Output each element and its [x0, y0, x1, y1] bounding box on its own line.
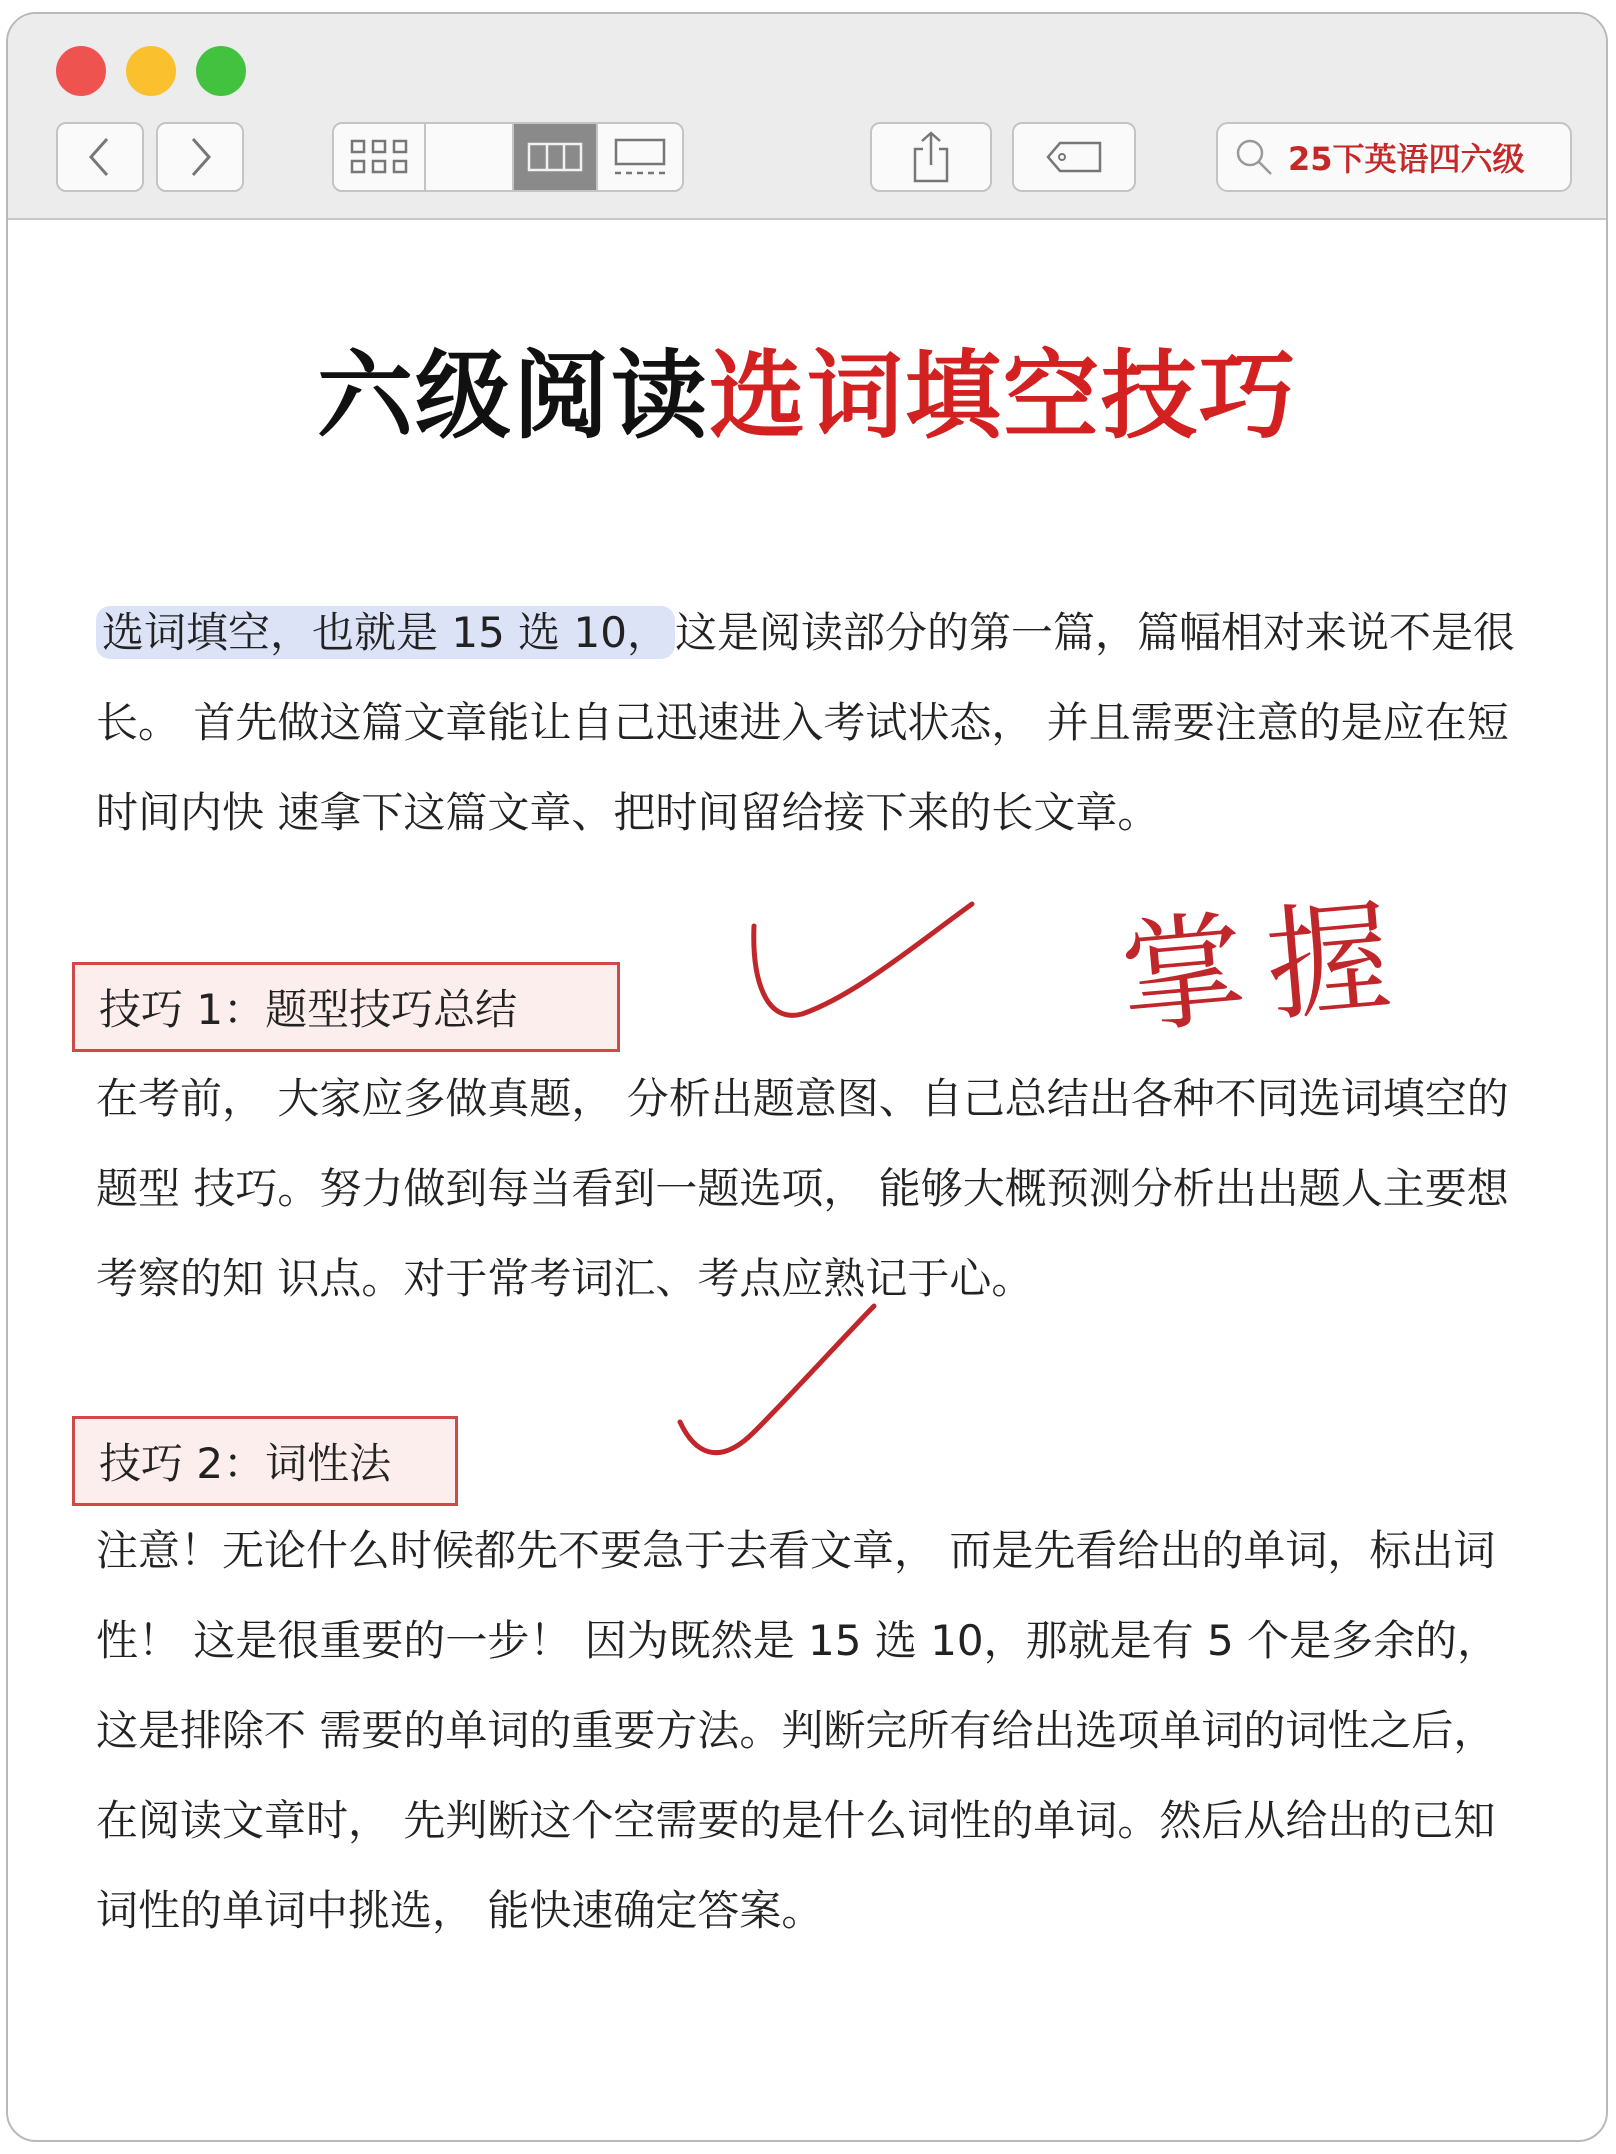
search-field[interactable]	[1216, 122, 1572, 192]
list-view-button[interactable]	[424, 124, 512, 190]
forward-button[interactable]	[156, 122, 244, 192]
gallery-view-icon	[611, 137, 669, 177]
back-button[interactable]	[56, 122, 144, 192]
column-view-button[interactable]	[512, 124, 596, 190]
browser-window	[6, 12, 1608, 2142]
grid-view-button[interactable]	[334, 124, 424, 190]
grid-view-icon	[350, 138, 408, 176]
gallery-view-button[interactable]	[596, 124, 682, 190]
highlighted-phrase: 选词填空，也就是 15 选 10，	[96, 606, 675, 659]
back-chevron-icon	[85, 135, 115, 179]
minimize-window-button[interactable]	[126, 46, 176, 96]
tip-1-body: 在考前， 大家应多做真题， 分析出题意图、自己总结出各种不同选词填空的题型 技巧。努力做到每当看到一题选项， 能够大概预测分析出出题人主要想考察的知 识点。对于常考词汇、考点应熟记于心。	[96, 1074, 1509, 1303]
zoom-window-button[interactable]	[196, 46, 246, 96]
search-icon	[1234, 137, 1274, 177]
tip-2-body: 注意！无论什么时候都先不要急于去看文章， 而是先看给出的单词，标出词性！ 这是很重要的一步！ 因为既然是 15 选 10，那就是有 5 个是多余的， 这是排除不 需要的单词的重要方法。判断完所有给出选项单词的词性之后，在阅读文章时， 先判断这个空需要的是什么词性的单词。然后从给出的已知词性的单词中挑选， 能快速确定答案。	[96, 1526, 1500, 1935]
title-part-1: 六级阅读	[317, 340, 709, 452]
tip-2-label: 技巧 2：词性法	[72, 1416, 458, 1506]
page-title	[8, 320, 1606, 457]
share-icon	[909, 129, 953, 185]
view-mode-segmented-control	[332, 122, 684, 192]
document-content	[8, 220, 1606, 2142]
tag-icon	[1044, 139, 1104, 175]
toolbar	[8, 14, 1606, 220]
intro-paragraph	[96, 588, 1536, 858]
intro-text: 这是阅读部分的第一篇，篇幅相对来说不是很长。 首先做这篇文章能让自己迅速进入考试状态， 并且需要注意的是应在短时间内快 速拿下这篇文章、把时间留给接下来的长文章。	[96, 608, 1515, 837]
tag-button[interactable]	[1012, 122, 1136, 192]
search-text: 25下英语四六级	[1288, 140, 1525, 178]
checkmark-icon	[674, 1302, 884, 1482]
tip-1-label: 技巧 1：题型技巧总结	[72, 962, 620, 1052]
handwritten-note: 掌握	[1115, 883, 1419, 1053]
column-view-icon	[527, 141, 583, 173]
forward-chevron-icon	[185, 135, 215, 179]
checkmark-icon	[744, 896, 984, 1046]
title-part-2: 选词填空技巧	[709, 340, 1297, 452]
close-window-button[interactable]	[56, 46, 106, 96]
share-button[interactable]	[870, 122, 992, 192]
